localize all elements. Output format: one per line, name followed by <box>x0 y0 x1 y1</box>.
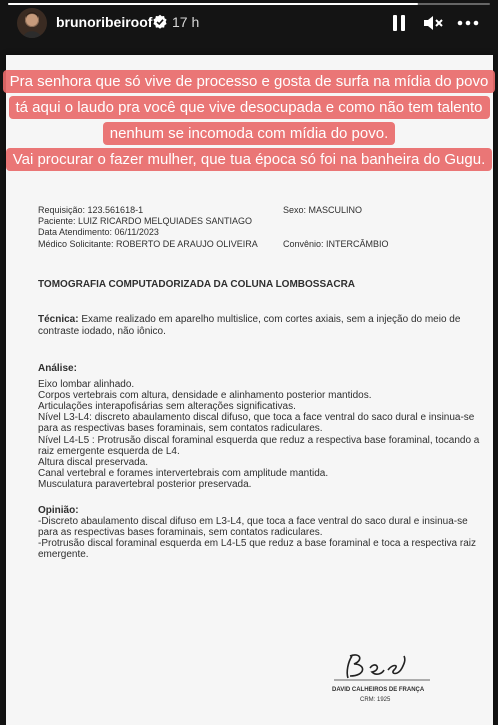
analise-line: Nível L3-L4: discreto abaulamento discal difuso, que toca a face ventral do saco dural e insinua-se <box>38 412 475 424</box>
caption-line-3: nenhum se incomoda com mídia do povo. <box>0 122 498 145</box>
avatar[interactable] <box>17 8 47 38</box>
caption-line-2: tá aqui o laudo pra você que vive desocupada e como não tem talento <box>0 96 498 119</box>
opiniao-line: -Discreto abaulamento discal difuso em L3-L4, que toca a face ventral do saco dural e insinua-se <box>38 516 468 527</box>
tecnica-line-1 <box>38 314 460 325</box>
paciente: Paciente: LUIZ RICARDO MELQUIADES SANTIAGO <box>38 216 253 226</box>
opiniao-label: Opinião: <box>38 505 79 516</box>
tecnica-label: Técnica: <box>38 314 79 325</box>
story-header <box>0 8 498 38</box>
username[interactable]: brunoribeiroof <box>56 14 153 30</box>
pause-icon[interactable] <box>390 13 408 33</box>
opiniao-line: -Protrusão discal foraminal esquerda em L4-L5 que reduz a base foraminal e toca a respectiva raiz <box>38 538 477 550</box>
analise-line: Articulações interapofisárias sem alterações significativas. <box>38 401 296 413</box>
story-progress-bar <box>8 3 490 5</box>
convenio: Convênio: INTERCÂMBIO <box>283 239 389 249</box>
more-icon[interactable] <box>456 13 480 33</box>
tecnica-line-2: contraste iodado, não iônico. <box>38 326 166 337</box>
tecnica-text: Exame realizado em aparelho multislice, com cortes axiais, sem a injeção do meio de <box>81 314 461 325</box>
mute-icon[interactable] <box>422 13 444 33</box>
opiniao-line: emergente. <box>38 549 89 561</box>
opiniao-line: para as respectivas bases foraminais, sem contatos radiculares. <box>38 527 323 539</box>
caption-line-1: Pra senhora que só vive de processo e gosta de surfa na mídia do povo <box>0 70 498 93</box>
analise-line: Nível L4-L5 : Protrusão discal foraminal esquerda que reduz a respectiva base foraminal, tocando a <box>38 434 480 446</box>
analise-label: Análise: <box>38 363 77 374</box>
analise-line: Altura discal preservada. <box>38 456 149 468</box>
analise-line: Musculatura paravertebral posterior preservada. <box>38 478 252 490</box>
caption-line-4: Vai procurar o fazer mulher, que tua época só foi na banheira do Gugu. <box>0 148 498 171</box>
analise-line: Canal vertebral e forames intervertebrais com amplitude mantida. <box>38 467 329 479</box>
signature-crm: CRM: 1925 <box>360 697 391 703</box>
medico-solicitante: Médico Solicitante: ROBERTO DE ARAUJO OLIVEIRA <box>38 239 258 249</box>
verified-badge-icon <box>152 14 168 30</box>
post-time: 17 h <box>172 14 200 30</box>
data-atendimento: Data Atendimento: 06/11/2023 <box>38 227 159 237</box>
sexo: Sexo: MASCULINO <box>283 205 363 215</box>
requisicao: Requisição: 123.561618-1 <box>38 205 144 215</box>
exam-title: TOMOGRAFIA COMPUTADORIZADA DA COLUNA LOMBOSSACRA <box>38 279 356 290</box>
signature-name: DAVID CALHEIROS DE FRANÇA <box>332 687 425 693</box>
story-progress-fill <box>8 3 418 5</box>
analise-line: Eixo lombar alinhado. <box>38 379 135 390</box>
analise-line: Corpos vertebrais com altura, densidade e alinhamento posterior mantidos. <box>38 390 372 402</box>
analise-line: para as respectivas bases foraminais, sem contatos radiculares. <box>38 423 323 435</box>
analise-line: raiz emergente esquerda de L4. <box>38 445 180 457</box>
